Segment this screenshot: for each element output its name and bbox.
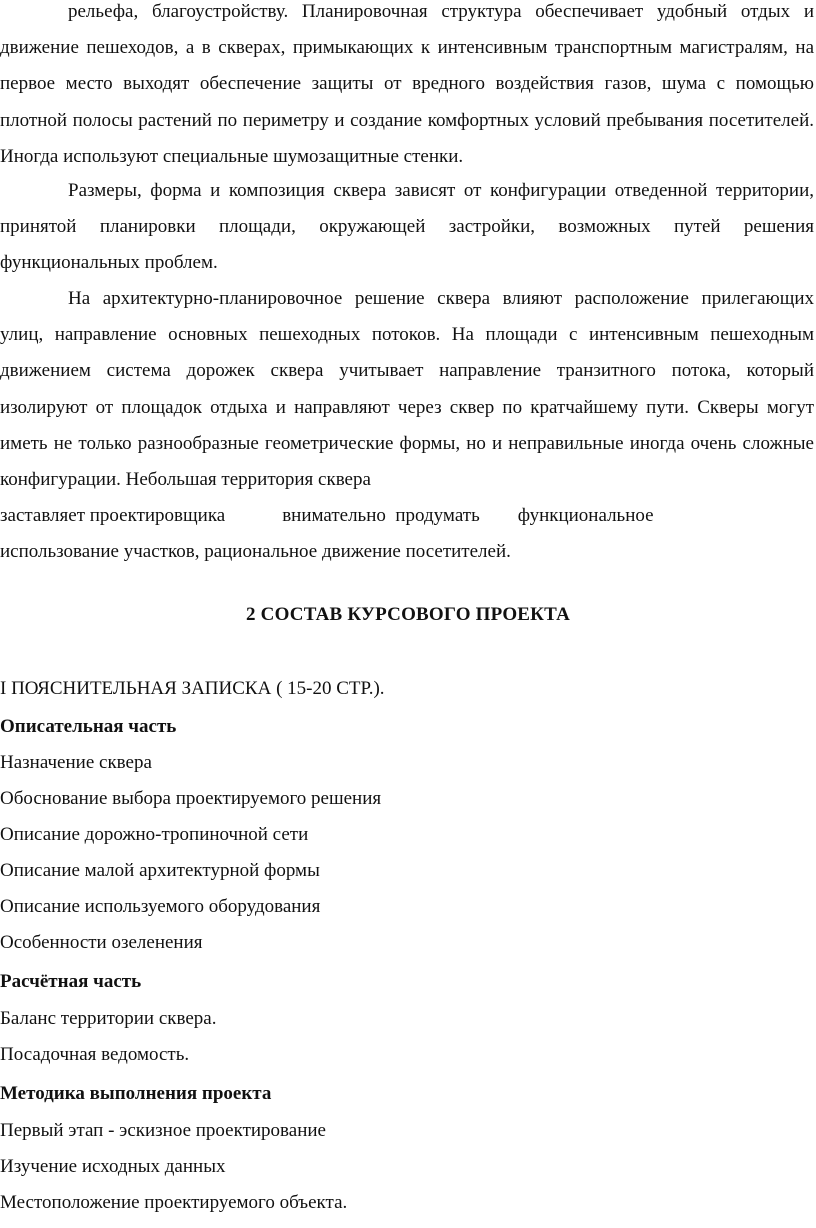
descriptive-item: Описание дорожно-тропиночной сети <box>0 824 309 845</box>
paragraph-3: На архитектурно-планировочное решение сквера влияют расположение прилегающих улиц, направление основных пешеходных потоков. На площади с интенсивным пешеходным движением система дорожек сквера учитывает направление транзитного потока, который изолируют от площадок отдыха и направляют через сквер по кратчайшему пути. Скверы могут иметь не только разнообразные геометрические формы, но и неправильные иногда очень сложные конфигурации. Небольшая территория сквера <box>0 288 814 491</box>
methodology-item: Местоположение проектируемого объекта. <box>0 1192 348 1213</box>
descriptive-item: Описание малой архитектурной формы <box>0 860 320 881</box>
paragraph-3-last-line: использование участков, рациональное движение посетителей. <box>0 541 511 563</box>
calculation-item: Посадочная ведомость. <box>0 1044 190 1065</box>
section-heading: 2 СОСТАВ КУРСОВОГО ПРОЕКТА <box>246 604 570 625</box>
descriptive-item: Назначение сквера <box>0 752 152 773</box>
descriptive-item: Обоснование выбора проектируемого решения <box>0 788 382 809</box>
methodology-item: Изучение исходных данных <box>0 1156 226 1177</box>
descriptive-part-title: Описательная часть <box>0 716 177 737</box>
methodology-item: Первый этап - эскизное проектирование <box>0 1120 326 1141</box>
calculation-part-title: Расчётная часть <box>0 971 142 992</box>
paragraph-2: Размеры, форма и композиция сквера зависят от конфигурации отведенной территории, принятой планировки площади, окружающей застройки, возможных путей решения функциональных проблем. <box>0 180 814 274</box>
descriptive-item: Описание используемого оборудования <box>0 896 321 917</box>
paragraph-1: рельефа, благоустройству. Планировочная структура обеспечивает удобный отдых и движение пешеходов, а в скверах, примыкающих к интенсивным транспортным магистралям, на первое место выходят обеспечение защиты от вредного воздействия газов, шума с помощью плотной полосы растений по периметру и создание комфортных условий пребывания посетителей. Иногда используют специальные шумозащитные стенки. <box>0 1 814 167</box>
descriptive-item: Особенности озеленения <box>0 932 203 953</box>
paragraph-3-block <box>0 281 814 571</box>
note-title: I ПОЯСНИТЕЛЬНАЯ ЗАПИСКА ( 15-20 СТР.). <box>0 678 385 699</box>
calculation-item: Баланс территории сквера. <box>0 1008 217 1029</box>
paragraph-3-tail-line: заставляет проектировщика внимательно продумать функциональное <box>0 505 654 527</box>
methodology-title: Методика выполнения проекта <box>0 1083 272 1104</box>
